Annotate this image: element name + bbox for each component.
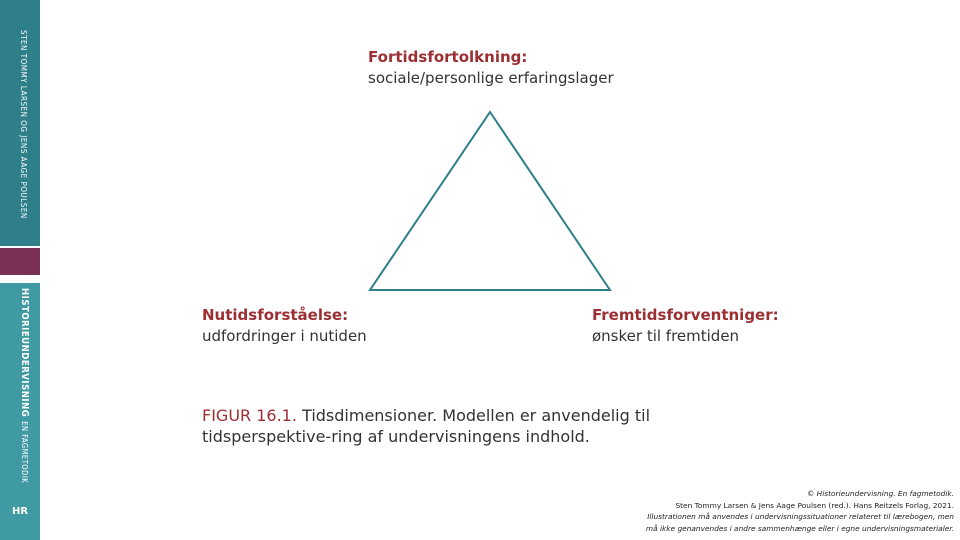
- series-title-bold: HISTORIEUNDERVISNING: [19, 288, 30, 418]
- triangle-shape: [370, 112, 610, 290]
- time-dimensions-triangle: [360, 105, 624, 295]
- copyright-notice: [534, 488, 954, 534]
- node-past-title: Fortidsfortolkning:: [368, 48, 528, 66]
- sidebar: [0, 0, 40, 540]
- node-future-subtitle: ønsker til fremtiden: [592, 327, 740, 345]
- sidebar-authors: STEN TOMMY LARSEN OG JENS AAGE POULSEN: [19, 30, 28, 219]
- credit-line-2: Sten Tommy Larsen & Jens Aage Poulsen (red.). Hans Reitzels Forlag, 2021.: [675, 500, 954, 510]
- credit-line-4: må ikke genanvendes i andre sammenhænge eller i egne undervisningsmaterialer.: [645, 523, 954, 533]
- node-past-subtitle: sociale/personlige erfaringslager: [368, 69, 614, 87]
- credit-line-3: Illustrationen må anvendes i undervisningssituationer relateret til lærebogen, men: [647, 512, 954, 521]
- series-title-subtitle: EN FAGMETODIK: [20, 421, 29, 484]
- node-past: [368, 48, 614, 87]
- sidebar-band-accent: [0, 248, 40, 275]
- figure-number: FIGUR 16.1.: [202, 406, 297, 425]
- figure-caption: [202, 405, 782, 447]
- figure-caption-text: Tidsdimensioner. Modellen er anvendelig til tidsperspektive-ring af undervisningens indhold.: [202, 406, 651, 446]
- node-present-subtitle: udfordringer i nutiden: [202, 327, 367, 345]
- sidebar-series-title: [19, 288, 30, 483]
- node-present-title: Nutidsforståelse:: [202, 306, 349, 324]
- node-future-title: Fremtidsforventniger:: [592, 306, 779, 324]
- node-future: [592, 306, 779, 345]
- node-present: [202, 306, 367, 345]
- credit-line-1: © Historieundervisning. En fagmetodik.: [806, 489, 954, 498]
- publisher-logo: HR: [12, 506, 29, 517]
